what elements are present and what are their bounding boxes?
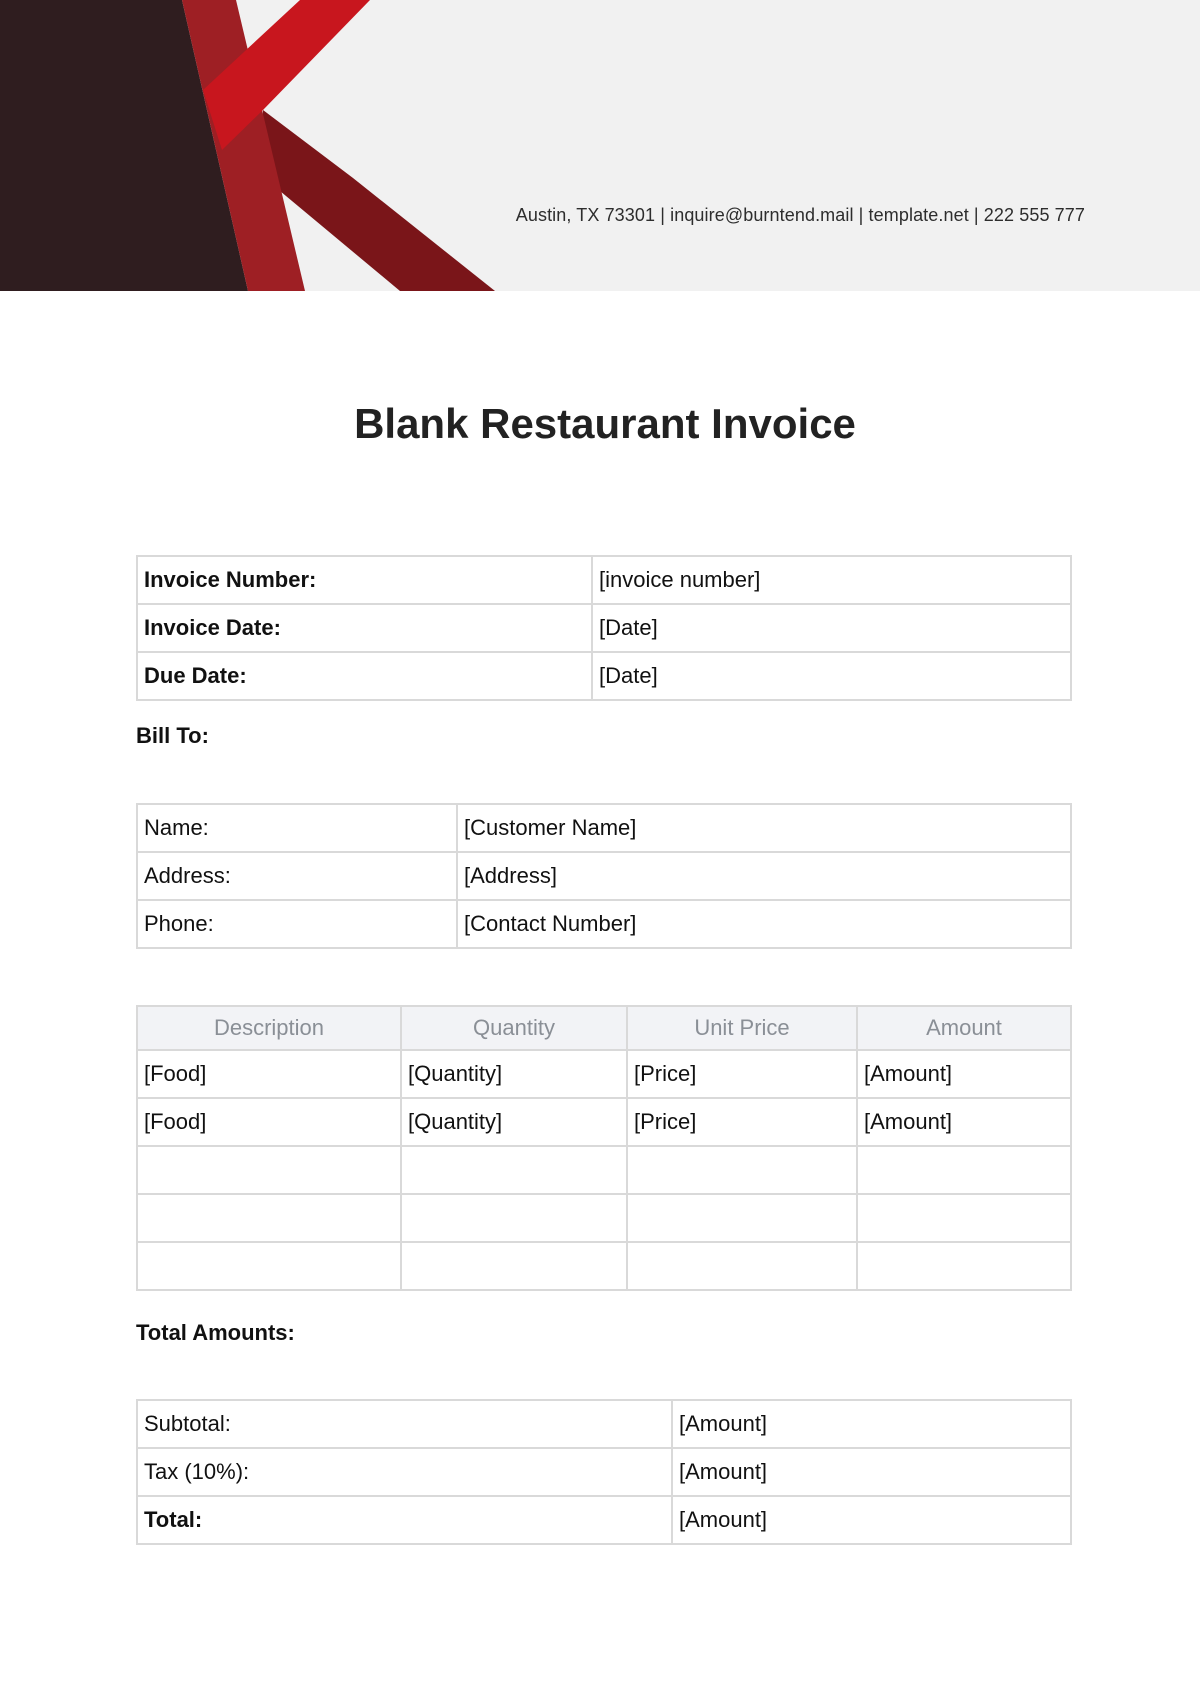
item-description: [Food] bbox=[137, 1098, 401, 1146]
table-header-row bbox=[137, 1006, 1071, 1050]
total-value: [Amount] bbox=[672, 1496, 1071, 1544]
column-header-amount: Amount bbox=[857, 1006, 1071, 1050]
item-amount bbox=[857, 1242, 1071, 1290]
table-row bbox=[137, 1050, 1071, 1098]
bill-to-heading: Bill To: bbox=[136, 723, 209, 748]
table-row bbox=[137, 556, 1071, 604]
subtotal-value: [Amount] bbox=[672, 1400, 1071, 1448]
totals-table bbox=[136, 1399, 1072, 1545]
items-table bbox=[136, 1005, 1072, 1291]
table-row bbox=[137, 852, 1071, 900]
item-quantity: [Quantity] bbox=[401, 1050, 627, 1098]
item-quantity bbox=[401, 1194, 627, 1242]
item-amount: [Amount] bbox=[857, 1098, 1071, 1146]
item-amount bbox=[857, 1194, 1071, 1242]
total-label: Total: bbox=[137, 1496, 672, 1544]
table-row bbox=[137, 1194, 1071, 1242]
item-quantity: [Quantity] bbox=[401, 1098, 627, 1146]
tax-label: Tax (10%): bbox=[137, 1448, 672, 1496]
table-row bbox=[137, 1146, 1071, 1194]
item-description: [Food] bbox=[137, 1050, 401, 1098]
table-row bbox=[137, 1098, 1071, 1146]
item-quantity bbox=[401, 1242, 627, 1290]
name-label: Name: bbox=[137, 804, 457, 852]
table-row bbox=[137, 652, 1071, 700]
item-description bbox=[137, 1146, 401, 1194]
item-description bbox=[137, 1194, 401, 1242]
due-date-label: Due Date: bbox=[137, 652, 592, 700]
name-value: [Customer Name] bbox=[457, 804, 1071, 852]
address-label: Address: bbox=[137, 852, 457, 900]
header-banner bbox=[0, 0, 1200, 291]
item-unit-price: [Price] bbox=[627, 1098, 857, 1146]
invoice-info-table bbox=[136, 555, 1072, 701]
table-row bbox=[137, 1242, 1071, 1290]
column-header-quantity: Quantity bbox=[401, 1006, 627, 1050]
item-amount bbox=[857, 1146, 1071, 1194]
table-row bbox=[137, 604, 1071, 652]
invoice-number-value: [invoice number] bbox=[592, 556, 1071, 604]
item-unit-price: [Price] bbox=[627, 1050, 857, 1098]
contact-info: Austin, TX 73301 | inquire@burntend.mail | template.net | 222 555 777 bbox=[515, 205, 1085, 225]
item-amount: [Amount] bbox=[857, 1050, 1071, 1098]
bill-to-table bbox=[136, 803, 1072, 949]
item-unit-price bbox=[627, 1146, 857, 1194]
table-row bbox=[137, 1448, 1071, 1496]
subtotal-label: Subtotal: bbox=[137, 1400, 672, 1448]
table-row bbox=[137, 804, 1071, 852]
phone-label: Phone: bbox=[137, 900, 457, 948]
page-title: Blank Restaurant Invoice bbox=[354, 400, 856, 447]
address-value: [Address] bbox=[457, 852, 1071, 900]
item-quantity bbox=[401, 1146, 627, 1194]
invoice-number-label: Invoice Number: bbox=[137, 556, 592, 604]
item-unit-price bbox=[627, 1194, 857, 1242]
table-row bbox=[137, 1400, 1071, 1448]
total-amounts-heading: Total Amounts: bbox=[136, 1320, 295, 1345]
table-row bbox=[137, 1496, 1071, 1544]
item-description bbox=[137, 1242, 401, 1290]
invoice-date-label: Invoice Date: bbox=[137, 604, 592, 652]
due-date-value: [Date] bbox=[592, 652, 1071, 700]
column-header-unit-price: Unit Price bbox=[627, 1006, 857, 1050]
column-header-description: Description bbox=[137, 1006, 401, 1050]
tax-value: [Amount] bbox=[672, 1448, 1071, 1496]
table-row bbox=[137, 900, 1071, 948]
phone-value: [Contact Number] bbox=[457, 900, 1071, 948]
item-unit-price bbox=[627, 1242, 857, 1290]
invoice-date-value: [Date] bbox=[592, 604, 1071, 652]
decorative-stripes-graphic bbox=[0, 0, 1200, 291]
